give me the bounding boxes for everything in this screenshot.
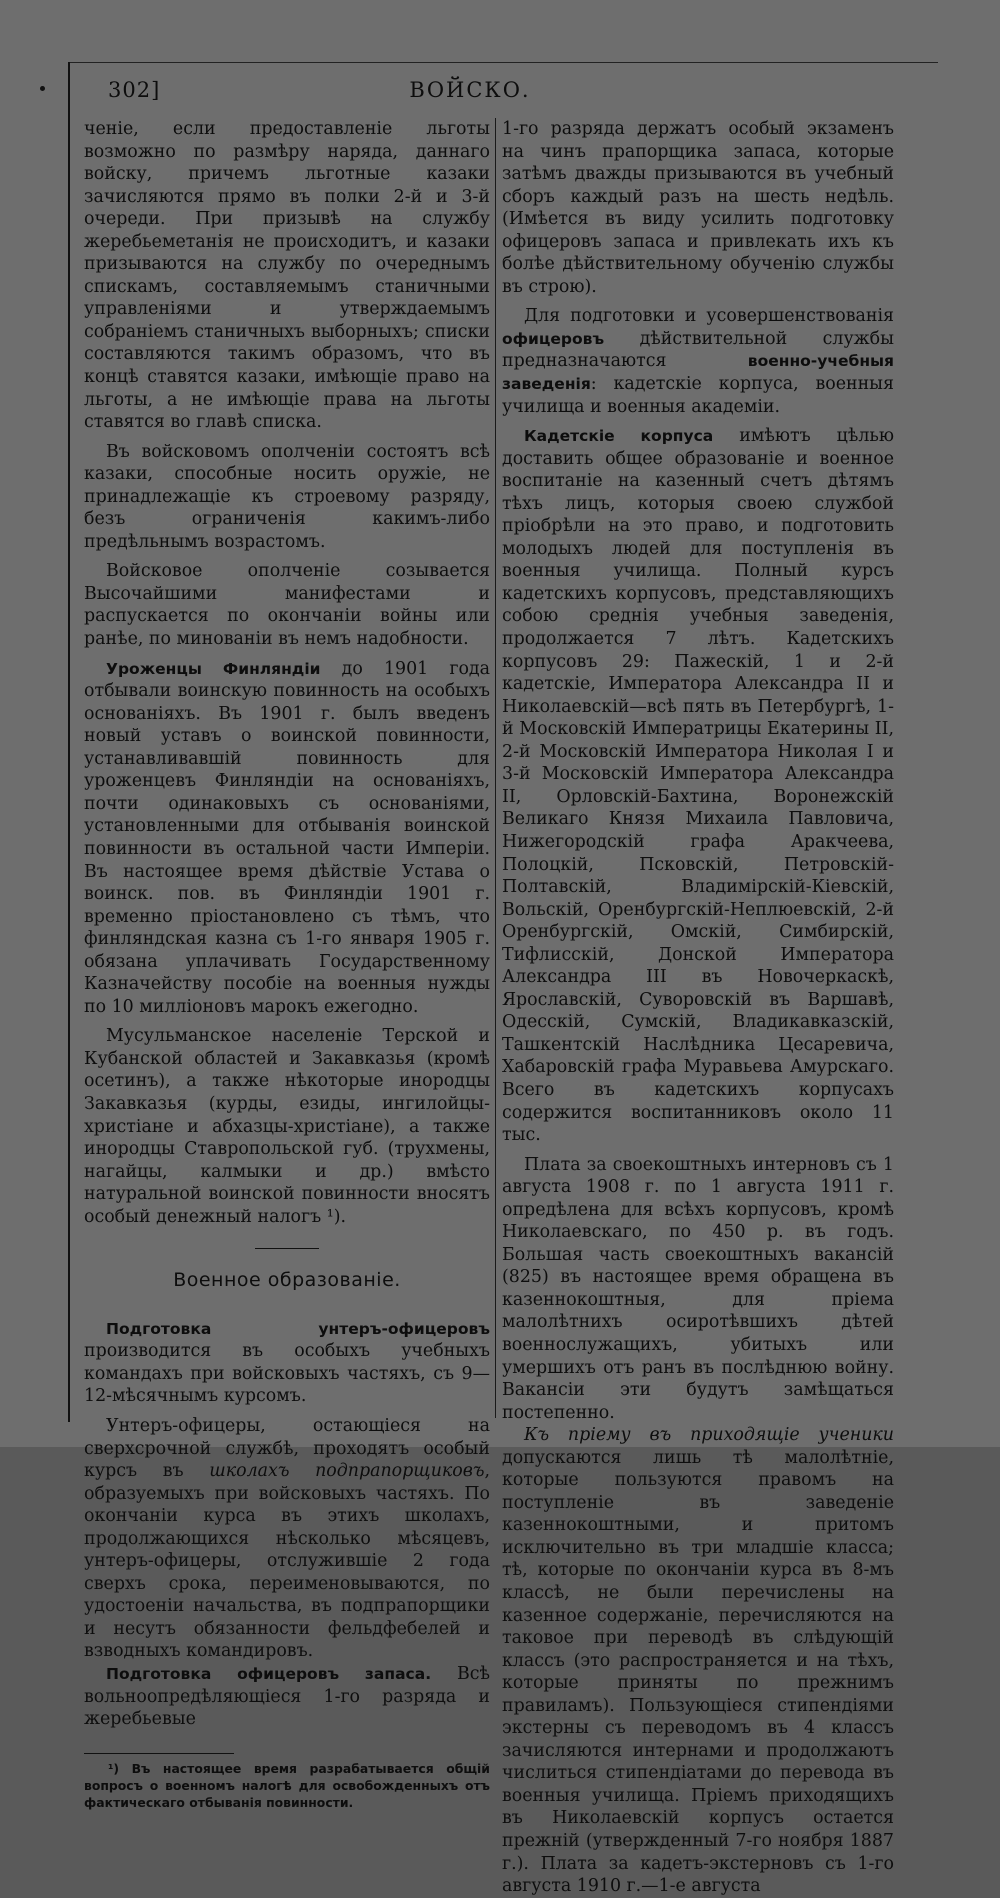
lead-term-cadet-corps: Кадетскіе корпуса <box>524 427 714 446</box>
paragraph-reserve-officers <box>84 1663 490 1731</box>
paragraph-reserve-exam: 1-го разряда держатъ особый экзаменъ на чинъ прапорщика запаса, которые затѣмъ дважды призываются въ учебный сборъ каждый разъ на шесть недѣль. (Имѣется въ виду усилить подготовку офицеровъ запаса и привлекать ихъ къ болѣе дѣйствительному обученію службы въ строю). <box>502 119 894 297</box>
left-column <box>84 118 490 1811</box>
section-heading: Военное образованіе. <box>173 1269 401 1292</box>
lead-term-nco: Подготовка унтеръ-офицеровъ <box>106 1319 490 1338</box>
lead-term-reserve-officers: Подготовка офицеровъ запаса. <box>106 1665 432 1683</box>
section-separator <box>255 1248 319 1249</box>
italic-term-day-students: Къ пріему въ приходящіе ученики <box>524 1425 894 1446</box>
footnote: ¹) Въ настоящее время разрабатывается общій вопросъ о военномъ налогѣ для освобожденныхъ отъ фактическаго отбыванія повинности. <box>84 1760 490 1810</box>
paragraph-officer-education <box>502 305 894 418</box>
paragraph-officer-education-text-a: Для подготовки и усовершенствованія <box>524 306 894 327</box>
paragraph-officer-education-text-c: : кадетскіе корпуса, военныя училища и военныя академіи. <box>502 374 894 417</box>
paragraph-nco-training <box>84 1318 490 1408</box>
paragraph-nco-schools-text-a: Унтеръ-офицеры, остающіеся на сверхсрочной службѣ, проходятъ особый курсъ въ <box>84 1415 490 1482</box>
page-frame-top-rule <box>68 62 938 63</box>
running-title: ВОЙСКО. <box>409 78 531 102</box>
column-divider <box>495 118 496 1418</box>
paragraph-continuation: ченіе, если предоставленіе льготы возможно по размѣру наряда, даннаго войску, причемъ льготные казаки зачисляются прямо въ полки 2-й и 3-й очереди. При призывѣ на службу жеребьеметанія не происходитъ, и казаки призываются на службу по очереднымъ спискамъ, составляемымъ станичными управленіями и утверждаемымъ собраніемъ станичныхъ выборныхъ; списки составляются такимъ образомъ, что въ концѣ ставятся казаки, имѣющіе право на льготы, а не имѣющіе права на льготы ставятся во главѣ списка. <box>84 119 490 433</box>
footnote-rule <box>84 1753 234 1754</box>
paragraph-nco-training-text: производится въ особыхъ учебныхъ командахъ при войсковыхъ частяхъ, съ 9—12-мѣсячнымъ курсомъ. <box>84 1341 490 1407</box>
lead-term-military-schools: военно-учебныя заведенія <box>502 352 894 394</box>
paragraph-militia: Въ войсковомъ ополченіи состоятъ всѣ казаки, способные носить оружіе, не принадлежащіе къ строевому разряду, безъ ограниченія какимъ-либо предѣльнымъ возрастомъ. <box>84 441 490 552</box>
paragraph-finland <box>84 658 490 1019</box>
paragraph-day-students-text: допускаются лишь тѣ малолѣтніе, которые пользуются правомъ на поступленіе въ заведеніе казеннокоштными, и притомъ исключительно въ три младшіе класса; тѣ, которые по окончаніи курса въ 8-мъ классѣ, не были перечислены на казенное содержаніе, перечисляются на таковое при переводѣ въ слѣдующій классъ (это распространяется и на тѣхъ, которые приняты по прежнимъ правиламъ). Пользующіеся стипендіями экстерны съ переводомъ въ 4 классъ зачисляются интернами и продолжаютъ числиться стипендіатами до перевода въ военныя училища. Пріемъ приходящихъ въ Николаевскій корпусъ остается прежній (утвержденный 7-го ноября 1887 г.). Плата за кадетъ-экстерновъ съ 1-го августа 1910 г.—1-е августа <box>502 1447 894 1897</box>
italic-term-schools: школахъ подпрапорщиковъ <box>209 1461 485 1482</box>
page-number: 302] <box>108 78 161 102</box>
paragraph-cadet-corps <box>502 425 894 1147</box>
paragraph-fees: Плата за своекоштныхъ интерновъ съ 1 августа 1908 г. по 1 августа 1911 г. опредѣлена для всѣхъ корпусовъ, кромѣ Николаевскаго, по 450 р. въ годъ. Большая часть своекоштныхъ вакансій (825) въ настоящее время обращена въ казеннокоштныя, для пріема малолѣтнихъ осиротѣвшихъ дѣтей военнослужащихъ, убитыхъ или умершихъ отъ ранъ въ послѣднюю войну. Вакансіи эти будутъ замѣщаться постепенно. <box>502 1154 894 1423</box>
paragraph-cadet-corps-text: имѣютъ цѣлью доставить общее образованіе и военное воспитаніе на казенный счетъ дѣтямъ тѣхъ лицъ, которыя своею службой пріобрѣли на это право, и подготовить молодыхъ людей для поступленія въ военныя училища. Полный курсъ кадетскихъ корпусовъ, представляющихъ собою среднія учебныя заведенія, продолжается 7 лѣтъ. Кадетскихъ корпусовъ 29: Пажескій, 1 и 2-й кадетскіе, Императора Александра II и Николаевскій—всѣ пять въ Петербургѣ, 1-й Московскій Императрицы Екатерины II, 2-й Московскій Императора Николая I и 3-й Московскій Императора Александра II, Орловскій-Бахтина, Воронежскій Великаго Князя Михаила Павловича, Нижегородскій графа Аракчеева, Полоцкій, Псковскій, Петровскій-Полтавскій, Владимірскій-Кіевскій, Вольскій, Оренбургскій-Неплюевскій, 2-й Оренбургскій, Омскій, Симбирскій, Тифлисскій, Донской Императора Александра III въ Новочеркаскѣ, Ярославскій, Суворовскій въ Варшавѣ, Одесскій, Сумскій, Владикавказскій, Ташкентскій Наслѣдника Цесаревича, Хабаровскій графа Муравьева Амурскаго. Всего въ кадетскихъ корпусахъ содержится воспитанниковъ около 11 тыс. <box>502 426 894 1146</box>
paragraph-militia-convocation: Войсковое ополченіе созывается Высочайшими манифестами и распускается по окончаніи войны или ранѣе, по миновaніи въ немъ надобности. <box>84 561 490 650</box>
lead-term-officers: офицеровъ <box>502 329 605 348</box>
paragraph-nco-schools-text-b: , образуемыхъ при войсковыхъ частяхъ. По окончаніи курса въ этихъ школахъ, продолжающихся нѣсколько мѣсяцевъ, унтеръ-офицеры, отслужившіе 2 года сверхъ срока, переименовываются, по удостоеніи начальства, въ подпрапорщики и несутъ обязанности фельдфебелей и взводныхъ командировъ. <box>84 1461 490 1662</box>
paragraph-reserve-officers-text: Всѣ вольноопредѣляющіеся 1-го разряда и жеребьевые <box>84 1664 490 1730</box>
paragraph-muslim-population: Мусульманское населеніе Терской и Кубанской областей и Закавказья (кромѣ осетинъ), а также нѣкоторые инородцы Закавказья (курды, езиды, ингилойцы-христіане и абхазцы-христіане), а также инородцы Ставропольской губ. (трухмены, нагайцы, калмыки и др.) вмѣсто натуральной воинской повинности вносятъ особый денежный налогъ ¹). <box>84 1026 490 1227</box>
right-column <box>502 118 894 1898</box>
paragraph-nco-schools <box>84 1415 490 1663</box>
paragraph-officer-education-text-b: дѣйствительной службы предназначаются <box>502 328 894 372</box>
lead-term-finland: Уроженцы Финляндіи <box>106 659 321 678</box>
paragraph-finland-text: до 1901 года отбывали воинскую повинность на особыхъ основаніяхъ. Въ 1901 г. былъ введенъ новый уставъ о воинской повинности, устанавливавшій повинность для уроженцевъ Финляндіи на основаніяхъ, почти одинаковыхъ съ основаніями, установленными для отбыванія воинской повинности въ остальной части Имперіи. Въ настоящее время дѣйствіе Устава о воинск. пов. въ Финляндіи 1901 г. временно пріостановлено съ тѣмъ, что финляндская казна съ 1-го января 1905 г. обязана уплачивать Государственному Казначейству пособіе на военныя нужды по 10 милліоновъ марокъ ежегодно. <box>84 658 490 1017</box>
paragraph-day-students <box>502 1424 894 1897</box>
page-frame-left-rule <box>68 62 70 1422</box>
